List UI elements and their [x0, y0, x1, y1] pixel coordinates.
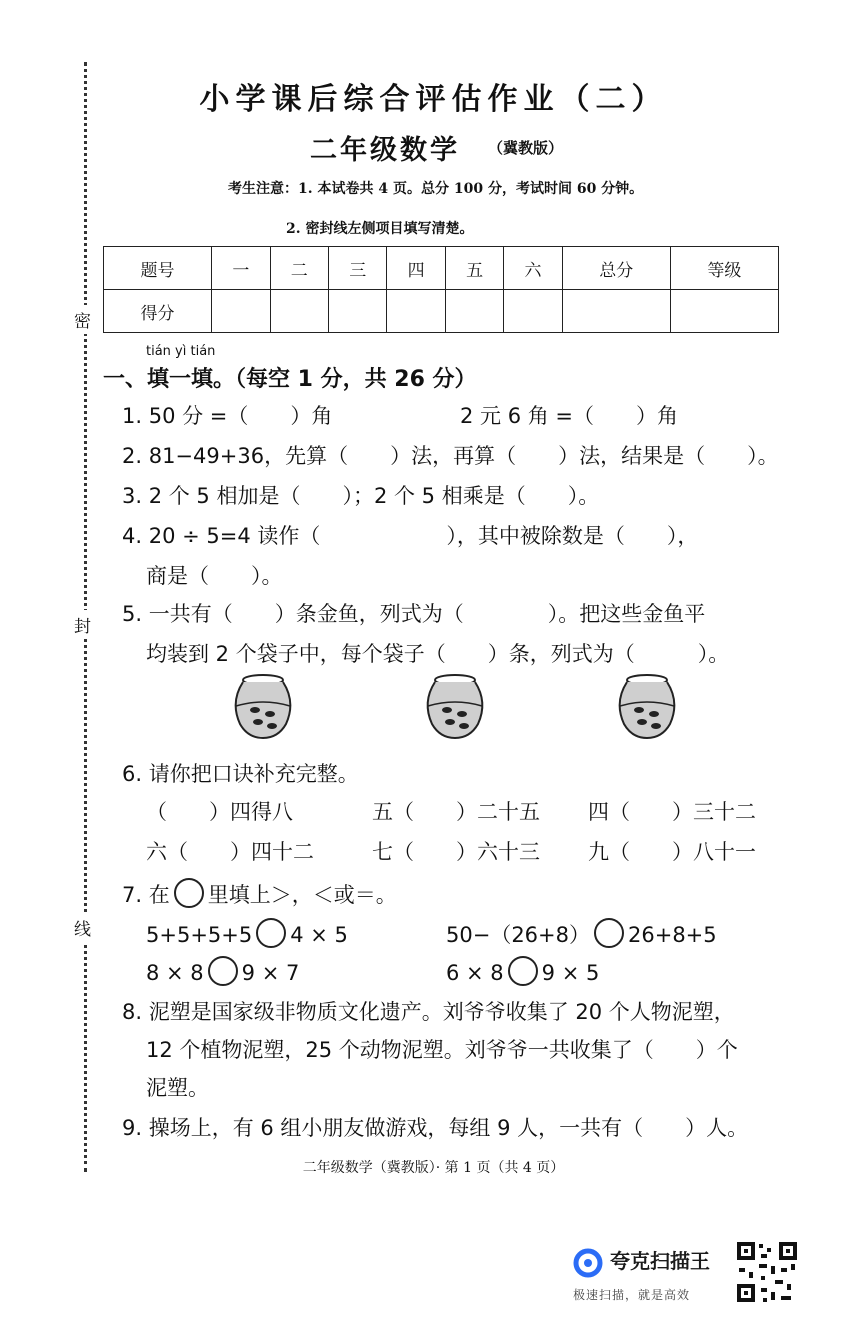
score-cell[interactable]: [212, 290, 270, 333]
question-1a: 1. 50 分 =（ ）角: [122, 404, 333, 428]
compare-right: 26+8+5: [628, 923, 717, 947]
score-cell[interactable]: [504, 290, 562, 333]
compare-right: 9 × 5: [541, 961, 600, 985]
compare-left: 8 × 8: [146, 961, 204, 985]
question-7: [122, 878, 397, 909]
score-header-cell: 等级: [670, 247, 778, 290]
compare-left: 6 × 8: [446, 961, 504, 985]
question-7-prefix: 7. 在: [122, 883, 170, 907]
score-cell[interactable]: [562, 290, 670, 333]
question-6: 6. 请你把口诀补充完整。: [122, 762, 359, 786]
exam-notice-1: 考生注意：1. 本试卷共 4 页。总分 100 分，考试时间 60 分钟。: [228, 181, 644, 197]
compare-right: 4 × 5: [290, 923, 348, 947]
quark-logo-icon: [573, 1248, 603, 1278]
compare-left: 5+5+5+5: [146, 923, 253, 947]
page-footer: 二年级数学（冀教版）· 第 1 页（共 4 页）: [302, 1160, 565, 1176]
seal-char-mi: 密: [74, 305, 91, 334]
exam-notice-2: 2. 密封线左侧项目填写清楚。: [286, 221, 474, 237]
score-table-header-row: [104, 247, 779, 290]
question-6-item: 六（ ）四十二: [146, 840, 314, 864]
score-cell[interactable]: [445, 290, 503, 333]
question-7-suffix: 里填上＞，＜或＝。: [207, 883, 397, 907]
compare-answer-circle[interactable]: [508, 956, 538, 986]
question-4b: 商是（ ）。: [146, 564, 283, 588]
seal-char-xian: 线: [74, 913, 91, 942]
score-cell[interactable]: [387, 290, 445, 333]
question-6-item: 四（ ）三十二: [588, 800, 756, 824]
question-6-item: 九（ ）八十一: [588, 840, 756, 864]
question-1b: 2 元 6 角 =（ ）角: [460, 404, 679, 428]
fish-bowl-icon: [420, 672, 490, 742]
score-header-cell: 五: [445, 247, 503, 290]
score-header-cell: 四: [387, 247, 445, 290]
compare-item: [146, 956, 299, 986]
question-5b: 均装到 2 个袋子中，每个袋子（ ）条，列式为（ ）。: [146, 642, 730, 666]
page-subtitle: 二年级数学: [310, 135, 460, 166]
score-cell[interactable]: [328, 290, 386, 333]
question-5a: 5. 一共有（ ）条金鱼，列式为（ ）。把这些金鱼平: [122, 602, 706, 626]
section-pinyin: tián yì tián: [146, 344, 216, 359]
score-table-score-row: [104, 290, 779, 333]
score-header-cell: 总分: [562, 247, 670, 290]
compare-item: [146, 918, 348, 948]
score-header-cell: 二: [270, 247, 328, 290]
compare-item: [446, 956, 599, 986]
compare-left: 50−（26+8）: [446, 923, 590, 947]
qr-code-icon: [735, 1240, 799, 1304]
question-6-item: 七（ ）六十三: [372, 840, 540, 864]
circle-icon: [174, 878, 204, 908]
question-8b: 12 个植物泥塑，25 个动物泥塑。刘爷爷一共收集了（ ）个: [146, 1038, 738, 1062]
seal-char-feng: 封: [74, 610, 91, 639]
question-8c: 泥塑。: [146, 1076, 209, 1100]
fish-bowl-icon: [228, 672, 298, 742]
question-6-item: （ ）四得八: [146, 800, 293, 824]
score-cell[interactable]: [270, 290, 328, 333]
question-9: 9. 操场上，有 6 组小朋友做游戏，每组 9 人，一共有（ ）人。: [122, 1116, 749, 1140]
score-cell[interactable]: [670, 290, 778, 333]
scanner-brand-slogan: 极速扫描，就是高效: [573, 1288, 691, 1302]
compare-answer-circle[interactable]: [594, 918, 624, 948]
score-row-label: 得分: [104, 290, 212, 333]
question-4a: 4. 20 ÷ 5=4 读作（ ），其中被除数是（ ），: [122, 524, 699, 548]
section-title: 一、填一填。（每空 1 分，共 26 分）: [103, 367, 477, 392]
question-3: 3. 2 个 5 相加是（ ）；2 个 5 相乘是（ ）。: [122, 484, 600, 508]
score-header-cell: 六: [504, 247, 562, 290]
compare-right: 9 × 7: [241, 961, 300, 985]
fish-bowl-icon: [612, 672, 682, 742]
score-table: [103, 246, 779, 333]
score-header-cell: 三: [328, 247, 386, 290]
scanner-brand-name: 夸克扫描王: [610, 1249, 710, 1273]
compare-answer-circle[interactable]: [208, 956, 238, 986]
compare-item: [446, 918, 717, 949]
score-header-cell: 题号: [104, 247, 212, 290]
page-title: 小学课后综合评估作业（二）: [199, 82, 668, 117]
question-8a: 8. 泥塑是国家级非物质文化遗产。刘爷爷收集了 20 个人物泥塑，: [122, 1000, 735, 1024]
edition-label: （冀教版）: [488, 139, 564, 157]
compare-answer-circle[interactable]: [256, 918, 286, 948]
question-6-item: 五（ ）二十五: [372, 800, 540, 824]
question-2: 2. 81−49+36，先算（ ）法，再算（ ）法，结果是（ ）。: [122, 444, 779, 468]
score-header-cell: 一: [212, 247, 270, 290]
